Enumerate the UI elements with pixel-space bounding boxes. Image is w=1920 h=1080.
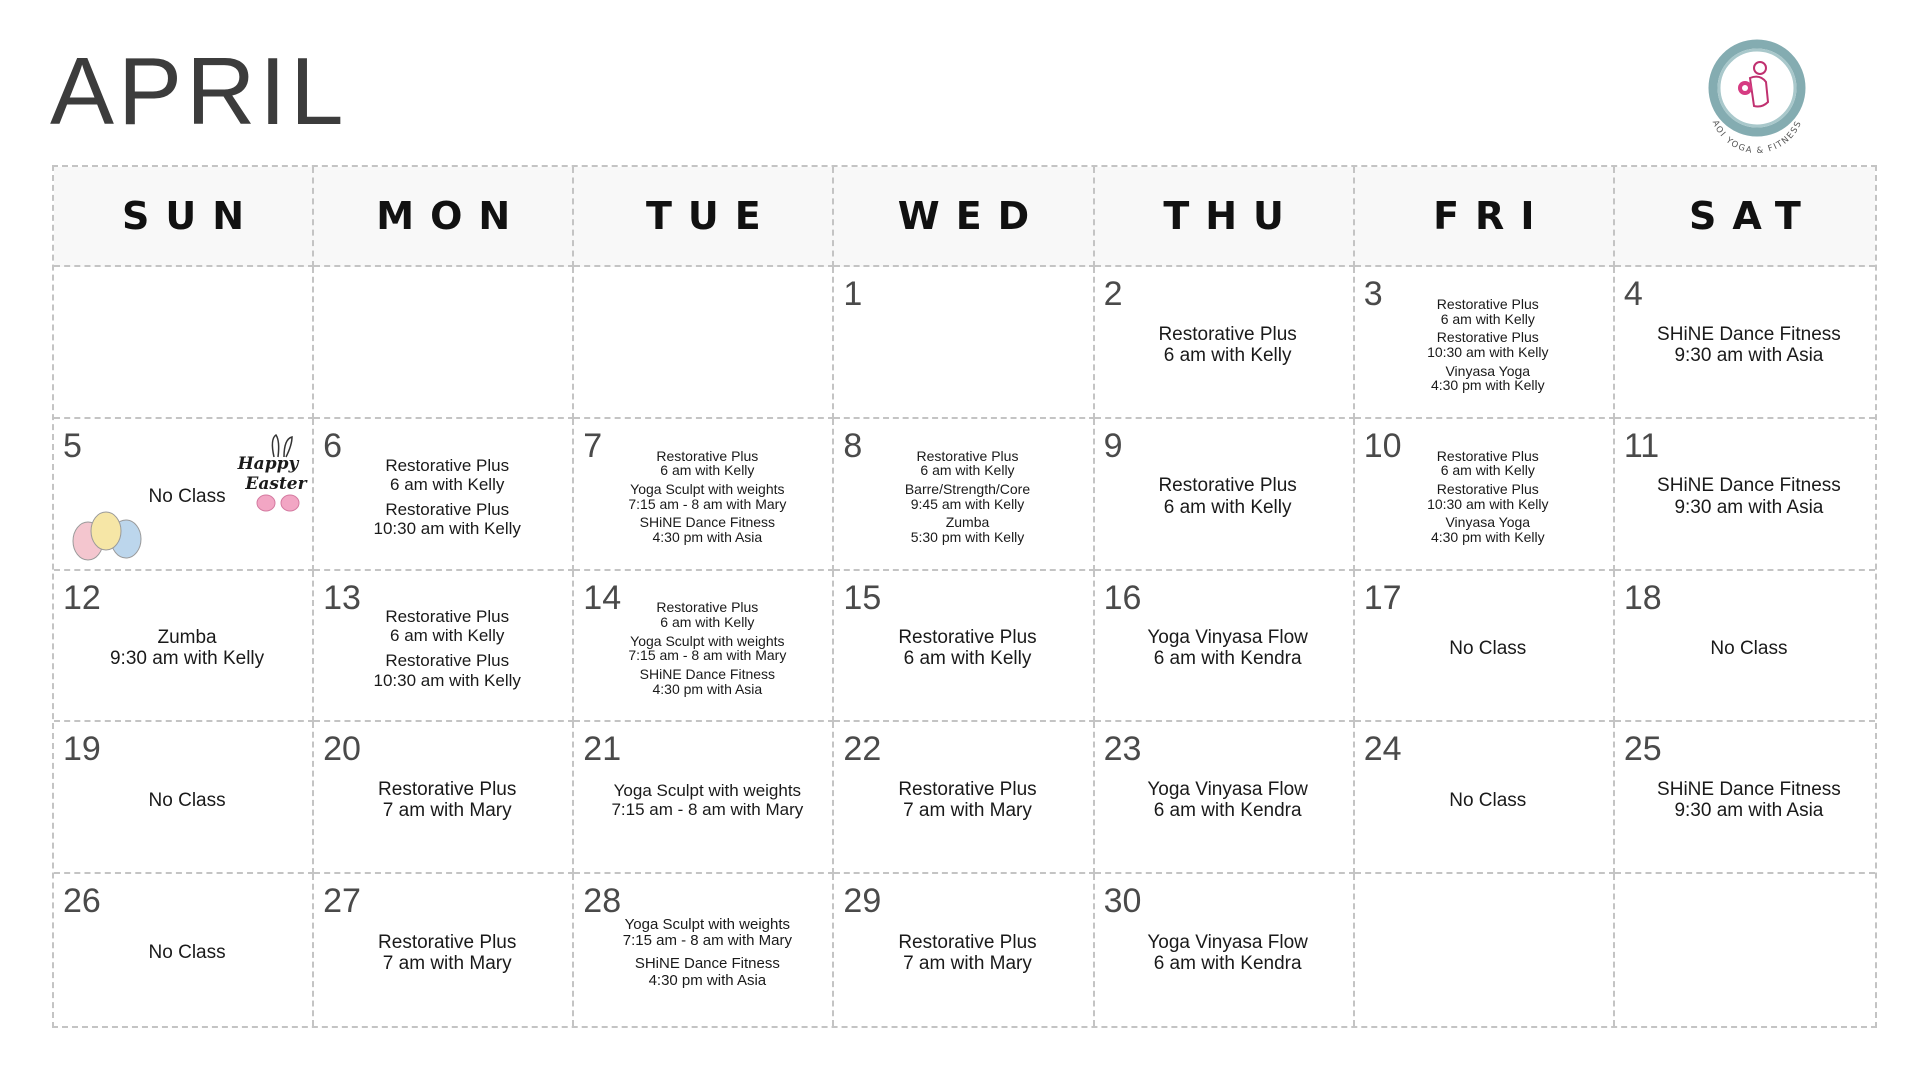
day-events: [1369, 734, 1607, 866]
easter-egg-yellow-icon: [91, 512, 121, 550]
day-cell: [1615, 419, 1875, 571]
class-title: Yoga Sculpt with weights: [630, 632, 785, 649]
class-time: 7:15 am - 8 am with Mary: [611, 800, 804, 820]
class-title: Restorative Plus: [656, 447, 759, 464]
day-events: [328, 583, 566, 715]
day-cell: [834, 722, 1094, 874]
day-cell: [54, 571, 314, 723]
day-cell: [1615, 267, 1875, 419]
day-events: [848, 886, 1086, 1020]
class-entry: [1657, 324, 1841, 367]
weekday-tue: TUE: [574, 167, 834, 267]
class-time: 7:15 am - 8 am with Mary: [628, 495, 787, 512]
class-time: 6 am with Kendra: [1153, 953, 1302, 975]
weekday-fri: FRI: [1355, 167, 1615, 267]
day-number: 17: [1363, 578, 1402, 617]
day-cell: [314, 419, 574, 571]
day-number: 3: [1363, 275, 1383, 313]
class-entry: [149, 942, 226, 963]
class-entry: [378, 779, 516, 822]
weekday-sun: SUN: [54, 167, 314, 267]
day-cell: [1615, 722, 1875, 874]
day-events: [68, 886, 306, 1020]
class-time: 7:15 am - 8 am with Mary: [622, 932, 792, 950]
class-entry: [1437, 449, 1539, 478]
day-number: 12: [63, 578, 101, 617]
class-entry: [911, 515, 1025, 544]
day-number: 25: [1623, 730, 1662, 769]
class-title: Restorative Plus: [378, 779, 517, 801]
calendar-grid: [52, 165, 1877, 1028]
day-cell: [314, 874, 574, 1026]
day-number: 1: [843, 275, 863, 313]
class-title: Restorative Plus: [1436, 295, 1539, 312]
class-title: No Class: [148, 789, 226, 811]
class-title: No Class: [148, 486, 226, 508]
weekday-mon: MON: [314, 167, 574, 267]
class-title: SHiNE Dance Fitness: [1657, 323, 1841, 345]
class-time: 6 am with Kendra: [1153, 800, 1302, 822]
day-number: 26: [63, 882, 101, 921]
class-time: 7 am with Mary: [382, 800, 512, 822]
day-number: 11: [1623, 426, 1660, 465]
class-title: Yoga Vinyasa Flow: [1147, 779, 1308, 801]
class-entry: [905, 482, 1030, 511]
weekday-thu: THU: [1095, 167, 1355, 267]
day-cell: [1355, 722, 1615, 874]
class-time: 9:30 am with Kelly: [109, 648, 265, 670]
class-time: 6 am with Kelly: [903, 648, 1032, 670]
class-title: Yoga Sculpt with weights: [630, 481, 785, 497]
day-cell: [1095, 571, 1355, 723]
day-number: 18: [1623, 578, 1662, 617]
class-entry: [1147, 932, 1308, 975]
class-entry: [611, 781, 803, 819]
day-number: 4: [1623, 275, 1643, 313]
class-entry: [1431, 515, 1545, 544]
class-entry: [635, 956, 780, 990]
day-number: 19: [63, 730, 101, 769]
bunny-foot-icon: [281, 495, 299, 511]
class-entry: [628, 482, 786, 511]
day-number: 20: [323, 730, 361, 769]
easter-decoration-icon: [68, 433, 308, 561]
day-events: [1109, 583, 1347, 715]
class-entry: [898, 932, 1036, 975]
day-events: [588, 583, 826, 715]
class-entry: [640, 667, 775, 696]
day-number: 22: [843, 730, 882, 769]
day-events: [68, 583, 306, 715]
class-time: 4:30 pm with Asia: [648, 971, 767, 989]
day-events: [328, 886, 566, 1020]
class-time: 10:30 am with Kelly: [1427, 343, 1549, 360]
logo-text: AOI YOGA & FITNESS: [1709, 118, 1805, 154]
day-cell: [574, 874, 834, 1026]
class-entry: [1147, 779, 1308, 822]
class-entry: [1427, 482, 1548, 511]
day-number: 9: [1103, 426, 1123, 465]
class-entry: [1449, 790, 1526, 811]
day-events: [848, 431, 1086, 563]
easter-text-line1: Happy: [237, 453, 299, 474]
day-events: [848, 583, 1086, 715]
day-events: [588, 431, 826, 563]
class-time: 6 am with Kelly: [660, 462, 755, 479]
class-entry: [374, 651, 521, 689]
class-time: 4:30 pm with Asia: [652, 680, 763, 697]
class-time: 10:30 am with Kelly: [373, 518, 521, 538]
class-entry: [374, 500, 521, 538]
day-number: 21: [583, 730, 622, 769]
class-title: Restorative Plus: [385, 651, 510, 671]
class-entry: [1158, 475, 1296, 518]
day-number: 29: [843, 882, 882, 921]
class-time: 6 am with Kelly: [1163, 344, 1292, 366]
day-events: [1629, 431, 1869, 563]
class-entry: [917, 449, 1019, 478]
class-time: 7 am with Mary: [903, 953, 1032, 975]
day-cell: [1095, 419, 1355, 571]
day-cell: [1355, 419, 1615, 571]
day-cell: [1095, 874, 1355, 1026]
day-events: [1629, 279, 1869, 411]
day-cell: [314, 722, 574, 874]
class-entry: [1437, 297, 1539, 326]
class-time: 6 am with Kelly: [390, 474, 505, 494]
class-entry: [1427, 330, 1548, 359]
day-events: [328, 734, 566, 866]
class-entry: [1710, 638, 1787, 659]
weekday-wed: WED: [834, 167, 1094, 267]
day-cell: [1615, 571, 1875, 723]
class-entry: [1449, 638, 1526, 659]
class-time: 7 am with Mary: [382, 953, 512, 975]
class-title: SHiNE Dance Fitness: [1657, 779, 1841, 801]
day-cell: [1615, 874, 1875, 1026]
class-entry: [623, 917, 792, 951]
class-title: Yoga Sculpt with weights: [613, 781, 802, 801]
class-time: 10:30 am with Kelly: [373, 670, 521, 690]
class-entry: [1158, 324, 1296, 367]
class-time: 5:30 pm with Kelly: [910, 529, 1025, 546]
class-title: Restorative Plus: [1158, 475, 1297, 497]
month-title: APRIL: [50, 38, 348, 145]
weekday-sat: SAT: [1615, 167, 1875, 267]
class-time: 6 am with Kelly: [1163, 496, 1292, 518]
class-title: Restorative Plus: [898, 931, 1037, 953]
class-title: Restorative Plus: [898, 627, 1037, 649]
class-title: Zumba: [945, 514, 990, 531]
class-time: 6 am with Kelly: [660, 614, 755, 631]
class-time: 6 am with Kelly: [920, 462, 1015, 479]
day-cell: [1095, 267, 1355, 419]
day-number: 7: [583, 426, 603, 465]
day-cell: [834, 874, 1094, 1026]
day-number: 2: [1103, 275, 1123, 313]
day-events: [1109, 431, 1347, 563]
class-title: No Class: [148, 942, 226, 964]
class-time: 9:45 am with Kelly: [910, 495, 1025, 512]
day-number: 27: [323, 882, 361, 921]
day-number: 28: [583, 882, 622, 921]
class-entry: [385, 607, 509, 645]
class-title: Yoga Vinyasa Flow: [1147, 931, 1308, 953]
day-cell: [1355, 874, 1615, 1026]
class-title: SHiNE Dance Fitness: [639, 514, 776, 531]
day-number: 30: [1103, 882, 1142, 921]
class-entry: [1147, 627, 1308, 670]
class-time: 7 am with Mary: [903, 800, 1032, 822]
day-number: 23: [1103, 730, 1142, 769]
class-entry: [1657, 475, 1841, 518]
day-cell: [574, 571, 834, 723]
class-title: Restorative Plus: [1436, 447, 1539, 464]
easter-text-line2: Easter: [245, 473, 307, 494]
class-time: 4:30 pm with Kelly: [1430, 529, 1545, 546]
day-cell: [574, 722, 834, 874]
class-title: Restorative Plus: [1436, 329, 1539, 346]
day-number: 24: [1363, 730, 1402, 769]
day-number: 13: [323, 578, 361, 617]
aoi-yoga-fitness-logo: [1696, 36, 1818, 154]
day-cell: [54, 419, 314, 571]
day-number: 10: [1363, 426, 1402, 465]
class-title: Restorative Plus: [1158, 323, 1297, 345]
day-cell: [1355, 571, 1615, 723]
class-time: 10:30 am with Kelly: [1427, 495, 1549, 512]
class-time: 6 am with Kendra: [1153, 648, 1302, 670]
day-cell: [1355, 267, 1615, 419]
class-entry: [640, 515, 775, 544]
day-cell: [54, 874, 314, 1026]
day-number: 5: [63, 426, 82, 465]
class-time: 6 am with Kelly: [390, 626, 505, 646]
class-entry: [385, 456, 509, 494]
class-entry: [656, 449, 758, 478]
class-title: SHiNE Dance Fitness: [639, 666, 776, 683]
class-title: Restorative Plus: [898, 779, 1037, 801]
class-title: Barre/Strength/Core: [904, 481, 1031, 497]
class-entry: [656, 600, 758, 629]
class-title: Restorative Plus: [1436, 481, 1539, 497]
class-title: Restorative Plus: [378, 931, 517, 953]
class-time: 6 am with Kelly: [1440, 462, 1535, 479]
day-number: 8: [843, 426, 863, 465]
day-cell: [314, 571, 574, 723]
day-number: 14: [583, 578, 622, 617]
class-title: Restorative Plus: [916, 447, 1019, 464]
day-events: [1109, 734, 1347, 866]
day-events: [1369, 279, 1607, 411]
day-cell: [1095, 722, 1355, 874]
class-title: Vinyasa Yoga: [1445, 514, 1531, 531]
day-events: [328, 431, 566, 563]
class-entry: [149, 790, 226, 811]
class-time: 4:30 pm with Asia: [652, 529, 763, 546]
class-title: Restorative Plus: [385, 607, 510, 627]
class-entry: [898, 779, 1036, 822]
class-title: No Class: [1449, 789, 1527, 811]
day-cell: [574, 267, 834, 419]
class-time: 4:30 pm with Kelly: [1430, 377, 1545, 394]
day-events: [1369, 431, 1607, 563]
day-events: [1629, 734, 1869, 866]
class-time: 9:30 am with Asia: [1674, 344, 1824, 366]
class-time: 6 am with Kelly: [1440, 310, 1535, 327]
class-title: Zumba: [157, 627, 217, 649]
class-entry: [628, 634, 786, 663]
class-title: SHiNE Dance Fitness: [634, 955, 780, 973]
day-events: [1109, 279, 1347, 411]
class-entry: [110, 627, 264, 670]
day-cell: [574, 419, 834, 571]
day-events: [1109, 886, 1347, 1020]
day-cell: [54, 267, 314, 419]
class-title: Restorative Plus: [385, 455, 510, 475]
class-time: 9:30 am with Asia: [1674, 496, 1824, 518]
day-events: [1369, 583, 1607, 715]
class-title: Restorative Plus: [656, 599, 759, 616]
class-time: 9:30 am with Asia: [1674, 800, 1824, 822]
class-entry: [378, 932, 516, 975]
class-title: Yoga Sculpt with weights: [624, 915, 791, 933]
class-title: No Class: [1449, 637, 1527, 659]
day-events: [68, 734, 306, 866]
day-events: [588, 886, 826, 1020]
day-events: [588, 734, 826, 866]
day-events: [1629, 583, 1869, 715]
day-number: 16: [1103, 578, 1142, 617]
day-number: 6: [323, 426, 343, 465]
class-time: 7:15 am - 8 am with Mary: [628, 647, 787, 664]
class-entry: [1657, 779, 1841, 822]
class-title: Yoga Vinyasa Flow: [1147, 627, 1308, 649]
class-entry: [1431, 364, 1545, 393]
class-title: Restorative Plus: [385, 499, 510, 519]
day-cell: [834, 267, 1094, 419]
day-events: [848, 734, 1086, 866]
day-cell: [314, 267, 574, 419]
class-title: Vinyasa Yoga: [1445, 362, 1531, 379]
class-title: SHiNE Dance Fitness: [1657, 475, 1841, 497]
day-cell: [834, 419, 1094, 571]
day-cell: [54, 722, 314, 874]
bunny-foot-icon: [257, 495, 275, 511]
day-number: 15: [843, 578, 882, 617]
class-title: No Class: [1710, 637, 1788, 659]
day-cell: [834, 571, 1094, 723]
class-entry: [898, 627, 1036, 670]
